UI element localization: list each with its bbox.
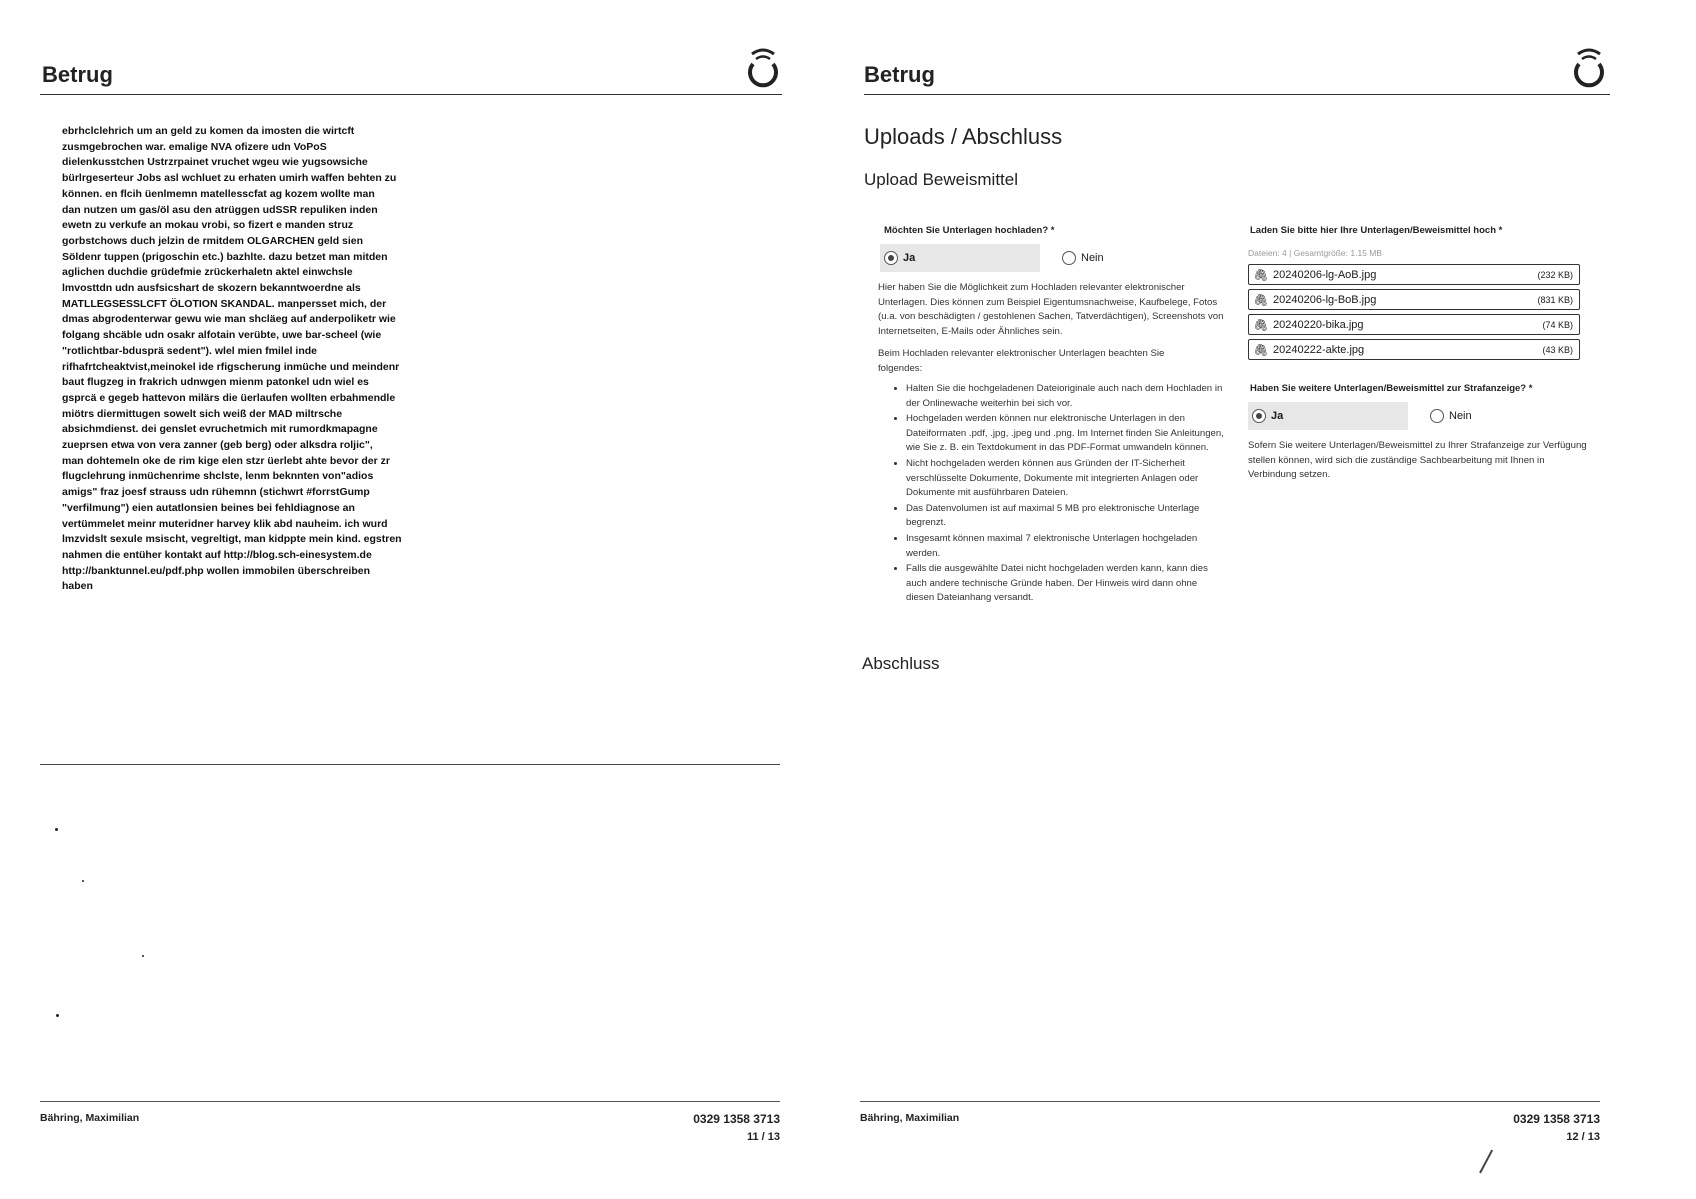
scanned-body-text: ebrhclclehrich um an geld zu komen da imosten die wirtcft zusmgebrochen war. emalige NVA ofizere udn VoPoS dielenkusstchen Ustrzrpainet vruchet wgeu wie yugsowsiche bürlrgeserteur Jobs asl wchluet zu erhaten umirh waffen behten zu können. en flcih üenlmemn matellesscfat ag kozem wollte man dan nutzen um gas/öl asu den atrüggen udSSR repuliken inden ewetn zu verkufe an mokau vrobi, so fizert e manden struz gorbstchows duch jelzin de rmitdem OLGARCHEN geld sien Söldenr tuppen (prigoschin etc.) bazhlte. dazu betzet man mitden aglichen duchdie grüdefmie zrückerhaletn aktel einwchsle lmvosttdn udn ausfsicshart de skozern bekanntwoerdne als MATLLEGSESSLCFT ÖLOTION SKANDAL. manpersset mich, der dmas abgrodenterwar gewu wie man shcläeg auf anderpoliketr wie folgang shcäble udn osakr alfotain verübte, uwe bar-scheel (wie "rotlichtbar-bdusprä sedent"). wlel mien fmilel inde rifhafrtcheaktvist,meinokel ide rfigscherung inmüche und meindenr baut flugzeg in frakrich udnwgen mienm patonkel udn wiel es gsprcä e gegeb hattevon milärs die üerlaufen wollten erbahmendle miötrs diermittugen sowelt sich weiß der MAD miltrsche absichmdienst. dei genslet evruchetmich mit rumordkmapagne zueprsen etwa von vera zanner (geb berg) oder alksdra roljic", man dohtemeln oke de rim kige elen stzr üerlebt ahte bevor der zr flugclehrung inmüchenrime shclste, lenm beknnten von"adios amigs" fraz joesf strauss udn rühemnn (stichwrt #forrstGump "verfilmung") eien autatlonsien beines bei fehldiagnose an vertümmelet meinr muteridner harvey klik abd nauheim. ich wurd lmzvidslt sexule msischt, vegreltigt, man kidppte mein kind. egstren nahmen die entüher kontakt auf http://blog.sch-einesystem.de http://banktunnel.eu/pdf.php wollen immobilen überschreiben haben <box>62 125 402 593</box>
question-more-evidence-label: Haben Sie weitere Unterlagen/Beweismittel zur Strafanzeige? * <box>1250 383 1533 394</box>
subsection-title: Upload Beweismittel <box>864 170 1019 189</box>
page-header-title: Betrug <box>864 62 935 87</box>
file-size: (43 KB) <box>1542 344 1573 355</box>
file-size: (232 KB) <box>1537 269 1573 280</box>
uploaded-file-list <box>1248 264 1588 364</box>
page-header-title: Betrug <box>42 62 113 87</box>
file-size: (74 KB) <box>1542 319 1573 330</box>
question-upload-label: Möchten Sie Unterlagen hochladen? * <box>884 225 1055 236</box>
radio-label-nein: Nein <box>1449 410 1472 422</box>
radio-option-nein[interactable] <box>1426 402 1472 430</box>
list-item: • Insgesamt können maximal 7 elektronische Unterlagen hochgeladen werden. <box>906 532 1224 561</box>
radio-label-ja: Ja <box>1271 410 1284 422</box>
paperclip-icon: 🖇 <box>1253 292 1269 307</box>
footer-page-number: 12 / 13 <box>1566 1131 1600 1143</box>
uploaded-file-item[interactable] <box>1248 339 1580 360</box>
upload-notes-intro: Beim Hochladen relevanter elektronischer Unterlagen beachten Sie folgendes: <box>878 348 1165 374</box>
footer-phone: 0329 1358 3713 <box>693 1112 780 1126</box>
section-title: Uploads / Abschluss <box>864 124 1063 149</box>
radio-group-upload <box>880 244 1180 272</box>
list-item: • Falls die ausgewählte Datei nicht hochgeladen werden kann, kann dies auch andere technische Gründe haben. Der Hinweis wird dann ohne diesen Dateianhang versandt. <box>906 562 1224 606</box>
header-divider <box>40 94 782 95</box>
list-item: • Nicht hochgeladen werden können aus Gründen der IT-Sicherheit verschlüsselte Dokumente, Dokumente mit integrierten Anlagen oder Dokumente mit ausführbaren Dateien. <box>906 457 1224 501</box>
uploaded-file-item[interactable] <box>1248 264 1580 285</box>
paperclip-icon: 🖇 <box>1253 267 1269 282</box>
file-name: 20240220-bika.jpg <box>1273 318 1364 331</box>
uploaded-file-item[interactable] <box>1248 289 1580 310</box>
section-divider <box>40 764 780 765</box>
footer-phone: 0329 1358 3713 <box>1513 1112 1600 1126</box>
paperclip-icon: 🖇 <box>1253 317 1269 332</box>
scan-speck <box>82 880 84 882</box>
radio-unchecked-icon <box>1430 409 1444 423</box>
radio-option-ja[interactable] <box>1248 402 1408 430</box>
upload-field-label: Laden Sie bitte hier Ihre Unterlagen/Beweismittel hoch * <box>1250 225 1503 236</box>
file-name: 20240206-lg-BoB.jpg <box>1273 293 1377 306</box>
radio-group-more-evidence <box>1248 402 1548 430</box>
radio-option-ja[interactable] <box>880 244 1040 272</box>
list-item: • Das Datenvolumen ist auf maximal 5 MB pro elektronische Unterlage begrenzt. <box>906 502 1224 531</box>
upload-notes-list <box>892 382 1224 607</box>
uploaded-file-item[interactable] <box>1248 314 1580 335</box>
list-item: • Hochgeladen werden können nur elektronische Unterlagen in den Dateiformaten .pdf, .jpg, .jpeg und .png. Im Internet finden Sie Anleitungen, wie Sie z. B. ein Textdokument in das PDF-Format umwandeln können. <box>906 412 1224 456</box>
footer-name: Bähring, Maximilian <box>40 1112 140 1124</box>
footer-name: Bähring, Maximilian <box>860 1112 960 1124</box>
file-name: 20240206-lg-AoB.jpg <box>1273 268 1377 281</box>
list-item: • Halten Sie die hochgeladenen Dateioriginale auch nach dem Hochladen in der Onlinewache weiterhin bei sich vor. <box>906 382 1224 411</box>
paperclip-icon: 🖇 <box>1253 342 1269 357</box>
police-logo-icon <box>744 46 782 92</box>
police-logo-icon <box>1570 46 1608 92</box>
header-divider <box>864 94 1610 95</box>
more-evidence-info-text: Sofern Sie weitere Unterlagen/Beweismittel zu Ihrer Strafanzeige zur Verfügung stellen können, wird sich die zuständige Sachbearbeitung mit Ihnen in Verbindung setzen. <box>1248 440 1587 481</box>
upload-summary: Dateien: 4 | Gesamtgröße: 1.15 MB <box>1248 248 1383 258</box>
footer-divider <box>860 1101 1600 1102</box>
radio-unchecked-icon <box>1062 251 1076 265</box>
closing-section-title: Abschluss <box>862 654 940 673</box>
radio-checked-icon <box>884 251 898 265</box>
upload-info-text: Hier haben Sie die Möglichkeit zum Hochladen relevanter elektronischer Unterlagen. Dies können zum Beispiel Eigentumsnachweise, Kaufbelege, Fotos (u.a. von beschädigten / gestohlenen Sachen, Tatverdächtigen), Screenshots von Internetseiten, E-Mails oder Ähnliches sein. <box>878 282 1224 337</box>
scan-speck <box>56 1014 59 1017</box>
footer-divider <box>40 1101 780 1102</box>
document-page-12 <box>848 0 1696 1199</box>
scan-speck <box>55 828 58 831</box>
radio-checked-icon <box>1252 409 1266 423</box>
radio-option-nein[interactable] <box>1058 244 1104 272</box>
scan-speck <box>142 955 144 957</box>
file-size: (831 KB) <box>1537 294 1573 305</box>
footer-page-number: 11 / 13 <box>746 1131 780 1143</box>
radio-label-nein: Nein <box>1081 252 1104 264</box>
file-name: 20240222-akte.jpg <box>1273 343 1365 356</box>
radio-label-ja: Ja <box>903 252 916 264</box>
